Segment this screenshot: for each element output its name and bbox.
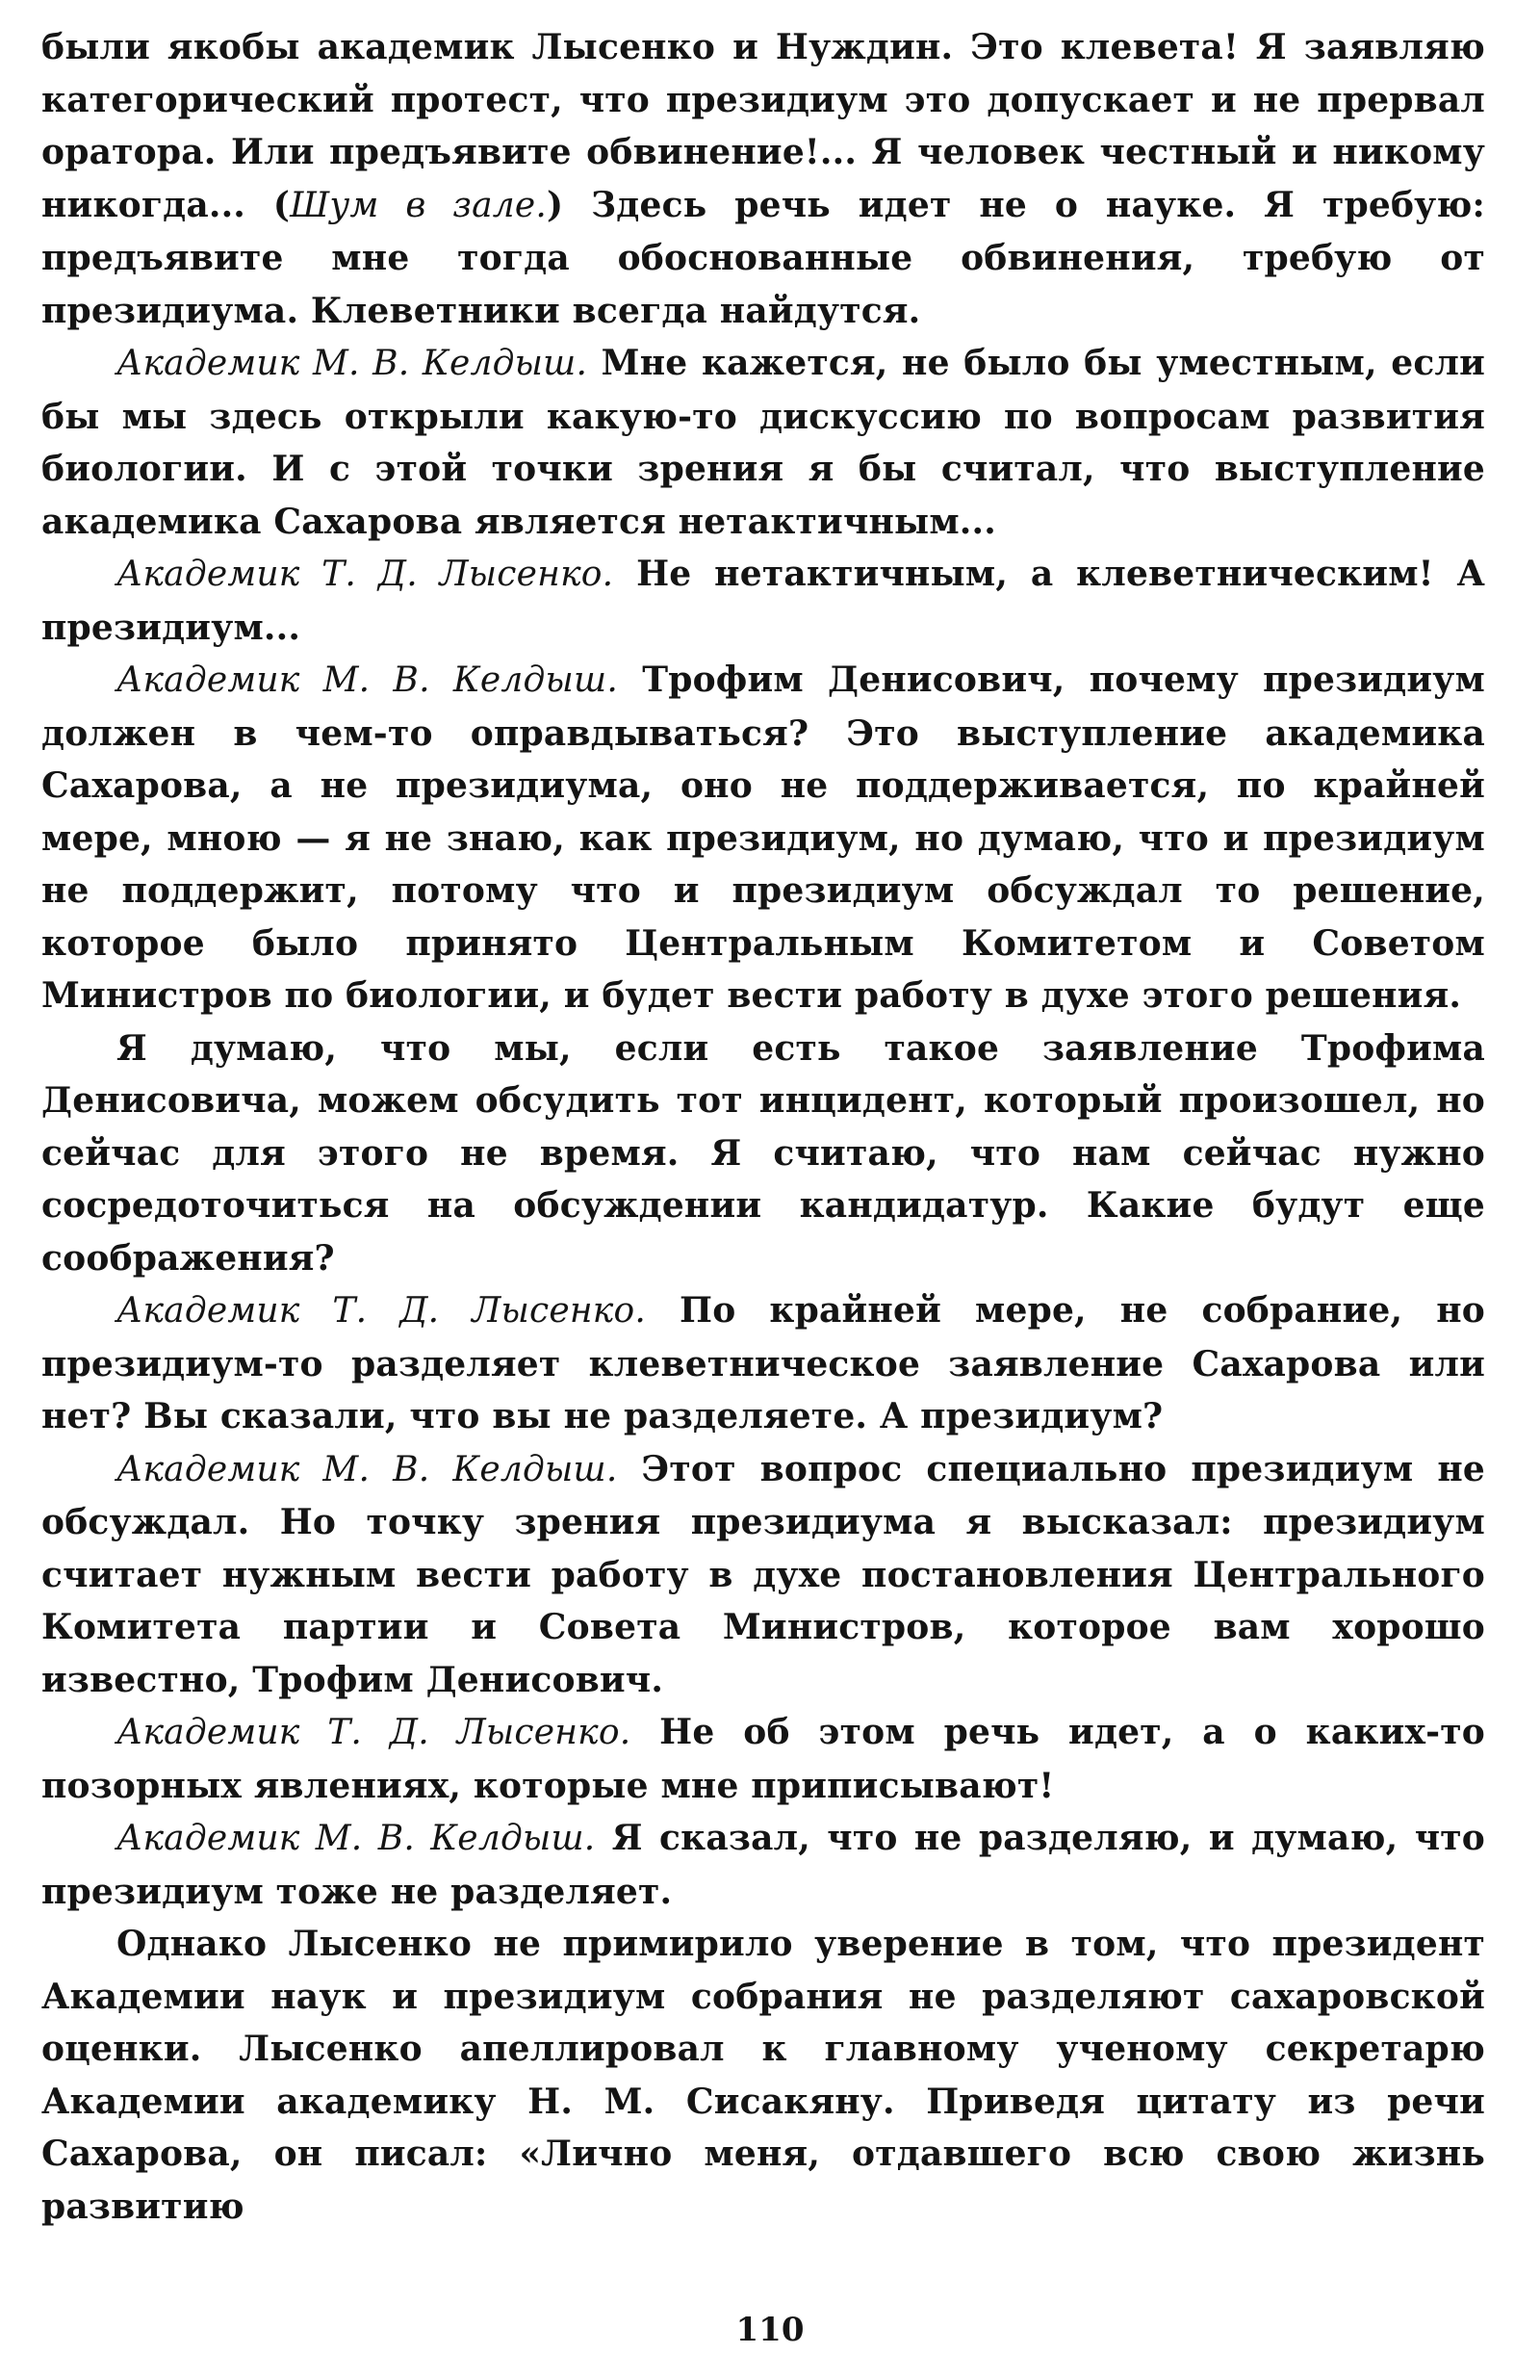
dialogue-text: Не нетактичным, а клеветническим! А президиум...: [41, 554, 1485, 648]
speaker-name: Академик Т. Д. Лысенко.: [116, 1291, 646, 1331]
dialogue-paragraph: [41, 337, 1485, 548]
stage-direction: Шум в зале.: [290, 185, 548, 225]
dialogue-paragraph: [41, 654, 1485, 1022]
dialogue-paragraph: [41, 1706, 1485, 1812]
narrative-paragraph: [41, 1918, 1485, 2233]
dialogue-paragraph: [41, 1812, 1485, 1918]
dialogue-text: Не об этом речь идет, а о каких-то позорных явлениях, которые мне приписывают!: [41, 1712, 1485, 1806]
dialogue-paragraph: [41, 1022, 1485, 1285]
speaker-name: Академик М. В. Келдыш.: [116, 1449, 618, 1489]
dialogue-paragraph: [41, 1443, 1485, 1707]
speaker-name: Академик М. В. Келдыш.: [116, 660, 618, 700]
dialogue-paragraph: [41, 1284, 1485, 1443]
paragraph-text-before: были якобы академик Лысенко и Нуждин. Это клевета! Я заявляю категорический протест, что президиум это допускает и не прервал оратора. Или предъявите обвинение!... Я человек честный и никому никогда... (: [41, 27, 1485, 225]
paragraph-continuation: [41, 21, 1485, 337]
page-number: 110: [735, 2311, 805, 2349]
narrative-text: Однако Лысенко не примирило уверение в том, что президент Академии наук и президиум собрания не разделяют сахаровской оценки. Лысенко апеллировал к главному ученому секретарю Академии академику Н. М. Сисакяну. Приведя цитату из речи Сахарова, он писал: «Лично меня, отдавшего всю свою жизнь развитию: [41, 1924, 1485, 2227]
speaker-name: Академик Т. Д. Лысенко.: [116, 555, 614, 594]
speaker-name: Академик Т. Д. Лысенко.: [116, 1713, 631, 1752]
page-body: [41, 21, 1485, 2233]
dialogue-paragraph: [41, 548, 1485, 654]
dialogue-text: По крайней мере, не собрание, но президиум-то разделяет клеветническое заявление Сахарова или нет? Вы сказали, что вы не разделяете. А президиум?: [41, 1290, 1485, 1436]
dialogue-text: Мне кажется, не было бы уместным, если бы мы здесь открыли какую-то дискуссию по вопросам развития биологии. И с этой точки зрения я бы считал, что выступление академика Сахарова является нетактичным...: [41, 343, 1485, 542]
dialogue-text: Этот вопрос специально президиум не обсуждал. Но точку зрения президиума я высказал: президиум считает нужным вести работу в духе постановления Центрального Комитета партии и Совета Министров, которое вам хорошо известно, Трофим Денисович.: [41, 1448, 1485, 1700]
dialogue-text: Трофим Денисович, почему президиум должен в чем-то оправдываться? Это выступление академика Сахарова, а не президиума, оно не поддерживается, по крайней мере, мною — я не знаю, как президиум, но думаю, что и президиум не поддержит, потому что и президиум обсуждал то решение, которое было принято Центральным Комитетом и Советом Министров по биологии, и будет вести работу в духе этого решения.: [41, 660, 1485, 1016]
speaker-name: Академик М. В. Келдыш.: [116, 1819, 596, 1858]
paragraph-text-after: ) Здесь речь идет не о науке. Я требую: предъявите мне тогда обоснованные обвинения, требую от президиума. Клеветники всегда найдутся.: [41, 184, 1486, 331]
dialogue-text: Я думаю, что мы, если есть такое заявление Трофима Денисовича, можем обсудить тот инцидент, который произошел, но сейчас для этого не время. Я считаю, что нам сейчас нужно сосредоточиться на обсуждении кандидатур. Какие будут еще соображения?: [41, 1027, 1485, 1279]
speaker-name: Академик М. В. Келдыш.: [116, 344, 588, 383]
dialogue-text: Я сказал, что не разделяю, и думаю, что президиум тоже не разделяет.: [41, 1818, 1485, 1912]
